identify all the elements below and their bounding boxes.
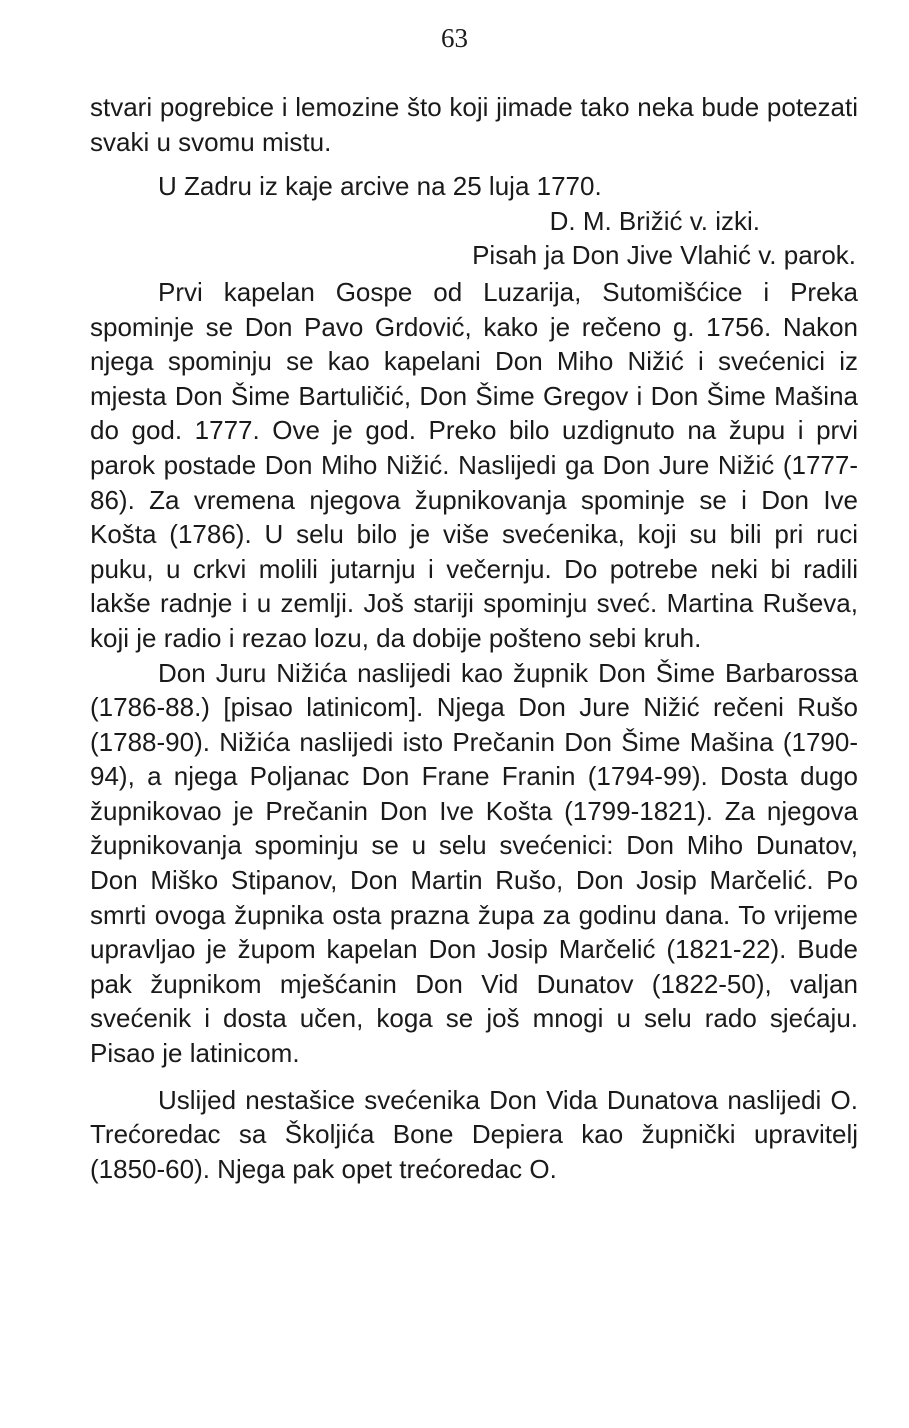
body-text	[90, 90, 858, 1186]
paragraph-continuation: stvari pogrebice i lemozine što koji jimade tako neka bude potezati svaki u svomu mistu.	[90, 92, 858, 157]
signature-brizic: D. M. Brižić v. izki.	[549, 205, 760, 236]
signature-vlahic: Pisah ja Don Jive Vlahić v. parok.	[472, 240, 856, 271]
paragraph-first-chaplain: Prvi kapelan Gospe od Luzarija, Sutomišćice i Preka spominje se Don Pavo Grdović, kako je rečeno g. 1756. Nakon njega spominju se kao kapelani Don Miho Nižić i svećenici iz mjesta Don Šime Bartuličić, Don Šime Gregov i Don Šime Mašina do god. 1777. Ove je god. Preko bilo uzdignuto na župu i prvi parok postade Don Miho Nižić. Naslijedi ga Don Jure Nižić (1777-86). Za vremena njegova župnikovanja spominje se i Don Ive Košta (1786). U selu bilo je više svećenika, koji su bili pri ruci puku, u crkvi molili jutarnju i večernju. Do potrebe neki bi radili lakše radnje i u zemlji. Još stariji spominju sveć. Martina Ruševa, koji je radio i rezao lozu, da dobije pošteno sebi kruh.	[90, 276, 858, 653]
paragraph-zadar-archive: U Zadru iz kaje arcive na 25 luja 1770.	[158, 171, 602, 202]
paragraph-tertiary-friars: Uslijed nestašice svećenika Don Vida Dunatova naslijedi O. Trećoredac sa Školjića Bone Depiera kao župnički upravitelj (1850-60). Njega pak opet trećoredac O.	[90, 1084, 858, 1184]
paragraph-parish-priests: Don Juru Nižića naslijedi kao župnik Don Šime Barbarossa (1786-88.) [pisao latinicom]. Njega Don Jure Nižić rečeni Rušo (1788-90). Nižića naslijedi isto Prečanin Don Šime Mašina (1790-94), a njega Poljanac Don Frane Franin (1794-99). Dosta dugo župnikovao je Prečanin Don Ive Košta (1799-1821). Za njegova župnikovanja spominju se u selu svećenici: Don Miho Dunatov, Don Miško Stipanov, Don Martin Rušo, Don Josip Marčelić. Po smrti ovoga župnika osta prazna župa za godinu dana. To vrijeme upravljao je župom kapelan Don Josip Marčelić (1821-22). Bude pak župnikom mješćanin Don Vid Dunatov (1822-50), valjan svećenik i dosta učen, koga se još mnogi u selu rado sjećaju. Pisao je latinicom.	[90, 657, 858, 1069]
page-number: 63	[441, 23, 468, 53]
